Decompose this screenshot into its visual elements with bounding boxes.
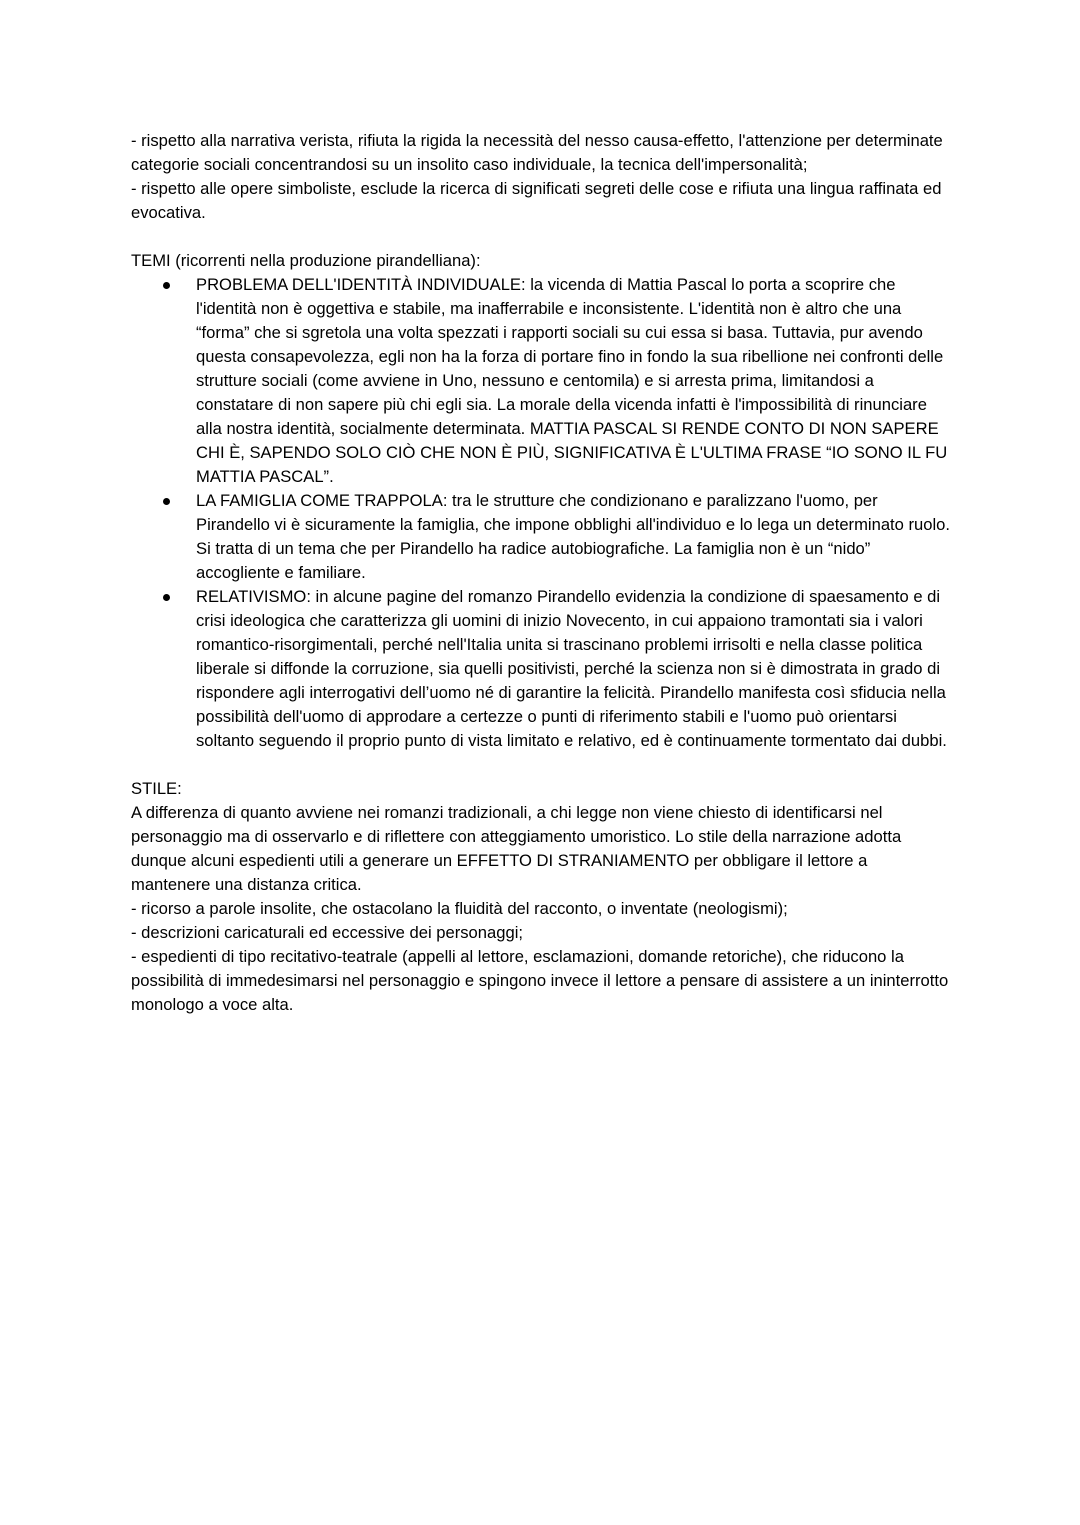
intro-line-simboliste: - rispetto alle opere simboliste, esclude la ricerca di significati segreti delle cose e rifiuta una lingua raffinata ed evocativa. [131,179,942,222]
bullet-dot-icon [163,498,170,505]
spacer [131,225,951,249]
spacer [131,753,951,777]
stile-line-parole: - ricorso a parole insolite, che ostacolano la fluidità del racconto, o inventate (neologismi); [131,899,788,918]
tema-identita-text: PROBLEMA DELL'IDENTITÀ INDIVIDUALE: la vicenda di Mattia Pascal lo porta a scoprire che l'identità non è oggettiva e stabile, ma inafferrabile e inconsistente. L'identità non è altro che una “forma” che si sgretola una volta spezzati i rapporti sociali su cui essa si basa. Tuttavia, pur avendo questa consapevolezza, egli non ha la forza di portare fino in fondo la sua ribellione nei confronti delle strutture sociali (come avviene in Uno, nessuno e centomila) e si arresta prima, limitandosi a constatare di non sapere più chi egli sia. La morale della vicenda infatti è l'impossibilità di rinunciare alla nostra identità, socialmente determinata. MATTIA PASCAL SI RENDE CONTO DI NON SAPERE CHI È, SAPENDO SOLO CIÒ CHE NON È PIÙ, SIGNIFICATIVA È L'ULTIMA FRASE “IO SONO IL FU MATTIA PASCAL”. [196,275,948,486]
tema-relativismo-text: RELATIVISMO: in alcune pagine del romanzo Pirandello evidenzia la condizione di spaesamento e di crisi ideologica che caratterizza gli uomini di inizio Novecento, in cui appaiono tramontati sia i valori romantico-risorgimentali, perché nell'Italia unita si trascinano problemi irrisolti e nella classe politica liberale si diffonde la corruzione, sia quelli positivisti, perché la scienza non si è dimostrata in grado di rispondere agli interrogativi dell’uomo né di garantire la felicità. Pirandello manifesta così sfiducia nella possibilità dell'uomo di approdare a certezze o punti di riferimento stabili e l'uomo può orientarsi soltanto seguendo il proprio punto di vista limitato e relativo, ed è continuamente tormentato dai dubbi. [196,587,947,750]
temi-list [131,273,951,753]
stile-heading: STILE: [131,779,182,798]
list-item [196,273,951,489]
stile-line-espedienti: - espedienti di tipo recitativo-teatrale (appelli al lettore, esclamazioni, domande retoriche), che riducono la possibilità di immedesimarsi nel personaggio e spingono invece il lettore a pensare di assistere a un ininterrotto monologo a voce alta. [131,947,949,1014]
tema-famiglia-text: LA FAMIGLIA COME TRAPPOLA: tra le strutture che condizionano e paralizzano l'uomo, per Pirandello vi è sicuramente la famiglia, che impone obblighi all'individuo e lo lega un determinato ruolo. Si tratta di un tema che per Pirandello ha radice autobiografiche. La famiglia non è un “nido” accogliente e familiare. [196,491,951,582]
intro-line-verista: - rispetto alla narrativa verista, rifiuta la rigida la necessità del nesso causa-effetto, l'attenzione per determinate categorie sociali concentrandosi su un insolito caso individuale, la tecnica dell'impersonalità; [131,131,943,174]
document-page [131,129,951,1017]
temi-heading: TEMI (ricorrenti nella produzione pirandelliana): [131,251,481,270]
bullet-dot-icon [163,282,170,289]
list-item [196,489,951,585]
list-item [196,585,951,753]
bullet-dot-icon [163,594,170,601]
stile-body: A differenza di quanto avviene nei romanzi tradizionali, a chi legge non viene chiesto di identificarsi nel personaggio ma di osservarlo e di riflettere con atteggiamento umoristico. Lo stile della narrazione adotta dunque alcuni espedienti utili a generare un EFFETTO DI STRANIAMENTO per obbligare il lettore a mantenere una distanza critica. [131,803,902,894]
stile-line-descrizioni: - descrizioni caricaturali ed eccessive dei personaggi; [131,923,523,942]
